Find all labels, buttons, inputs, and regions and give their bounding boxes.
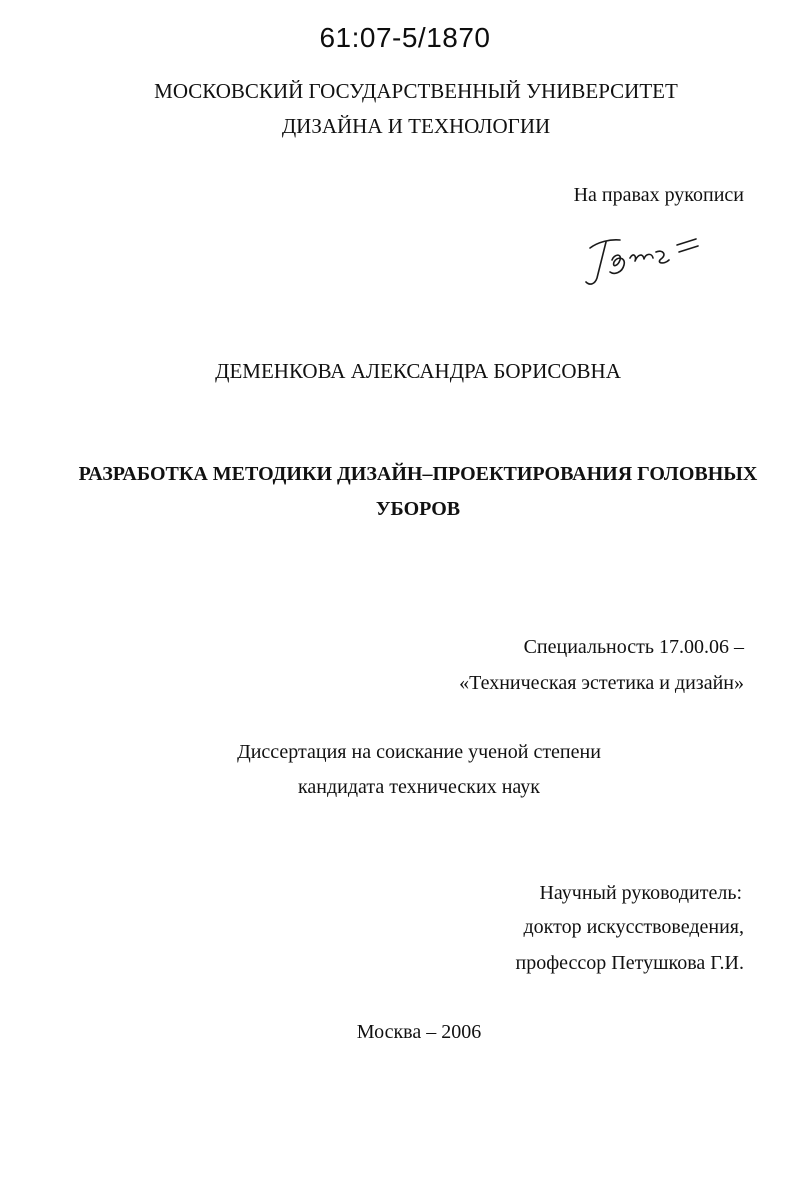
manuscript-rights-note: На правах рукописи	[573, 184, 744, 206]
specialty-name: «Техническая эстетика и дизайн»	[459, 672, 744, 694]
thesis-title-line-2: УБОРОВ	[375, 498, 461, 520]
catalog-number: 61:07-5/1870	[319, 22, 491, 53]
university-name-line-1: МОСКОВСКИЙ ГОСУДАРСТВЕННЫЙ УНИВЕРСИТЕТ	[154, 79, 678, 103]
supervisor-degree: доктор искусствоведения,	[523, 916, 744, 938]
supervisor-label: Научный руководитель:	[539, 882, 742, 904]
handwritten-signature-icon	[576, 228, 706, 292]
university-name-line-2: ДИЗАЙНА И ТЕХНОЛОГИИ	[281, 114, 551, 138]
degree-line-2: кандидата технических наук	[297, 776, 541, 798]
thesis-title-line-1: РАЗРАБОТКА МЕТОДИКИ ДИЗАЙН–ПРОЕКТИРОВАНИЯ ГОЛОВНЫХ	[78, 463, 758, 485]
degree-line-1: Диссертация на соискание ученой степени	[237, 741, 601, 763]
author-name: ДЕМЕНКОВА АЛЕКСАНДРА БОРИСОВНА	[215, 359, 621, 383]
supervisor-name: профессор Петушкова Г.И.	[515, 952, 744, 974]
city-year: Москва – 2006	[356, 1021, 482, 1043]
specialty-code: Специальность 17.00.06 –	[523, 636, 744, 658]
